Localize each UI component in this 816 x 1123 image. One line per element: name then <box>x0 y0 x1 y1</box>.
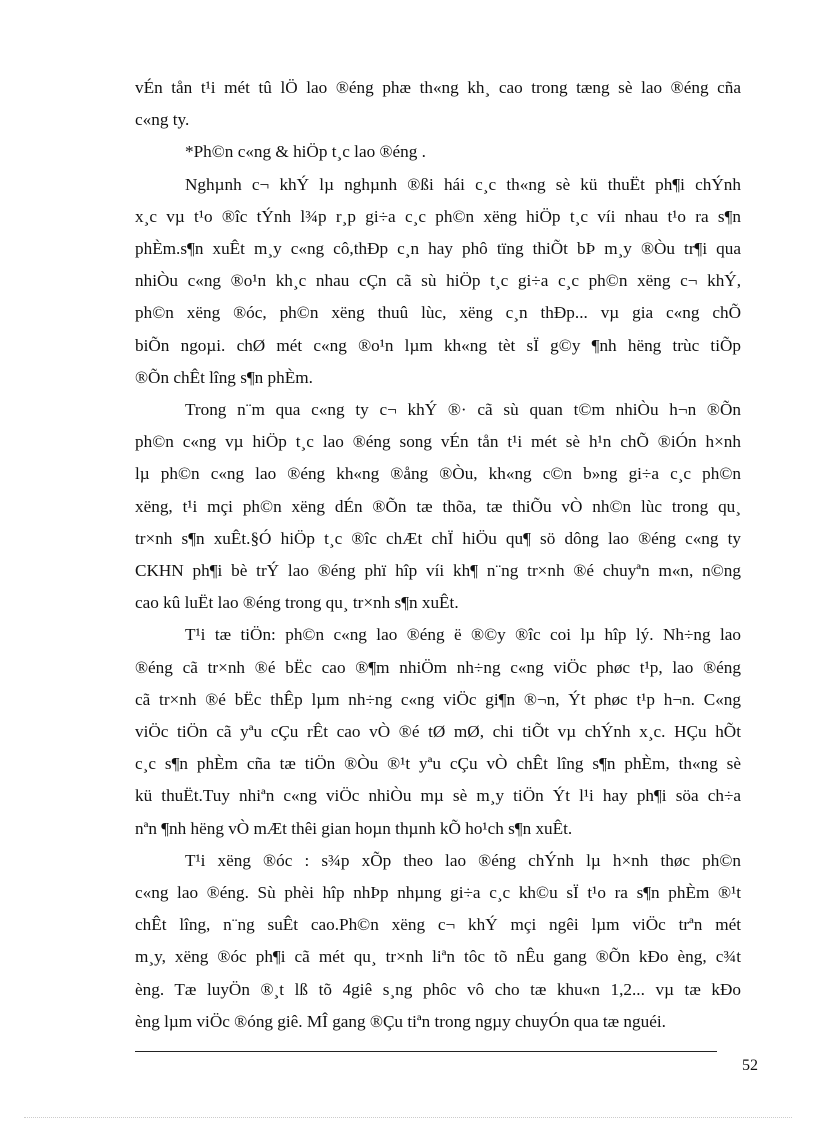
paragraph-line: ph©n c«ng vµ hiÖp t¸c lao ®éng song vÉn tån t¹i mét sè h¹n chÕ ®iÓn h×nh <box>135 432 741 452</box>
paragraph-line: phÈm.s¶n xuÊt m¸y c«ng cô,thÐp c¸n hay phô tïng thiÕt bÞ m¸y ®Òu tr¶i qua <box>135 239 741 259</box>
paragraph-line: CKHN ph¶i bè trÝ lao ®éng phï hîp víi kh¶ n¨ng tr×nh ®é chuyªn m«n, n©ng <box>135 561 741 581</box>
footer-rule <box>135 1051 717 1052</box>
paragraph-line: cao kû luËt lao ®éng trong qu¸ tr×nh s¶n xuÊt. <box>135 593 459 613</box>
paragraph-line: nªn ¶nh hëng vÒ mÆt thêi gian hoµn thµnh kÕ ho¹ch s¶n xuÊt. <box>135 818 573 838</box>
paragraph-line: tr×nh s¶n xuÊt.§Ó hiÖp t¸c ®îc chÆt chÏ hiÖu qu¶ sö dông lao ®éng c«ng ty <box>135 528 741 548</box>
paragraph-line: c«ng lao ®éng. Sù phèi hîp nhÞp nhµng gi÷a c¸c kh©u sÏ t¹o ra s¶n phÈm ®¹t <box>135 883 741 903</box>
paragraph-line: kü thuËt.Tuy nhiªn c«ng viÖc nhiÒu mµ sè m¸y tiÖn Ýt l¹i hay ph¶i söa ch÷a <box>135 786 741 806</box>
paragraph-line: Trong n¨m qua c«ng ty c¬ khÝ ®· cã sù quan t©m nhiÒu h¬n ®Õn <box>185 400 741 420</box>
paragraph <box>135 619 741 844</box>
page-bottom-border <box>24 1117 792 1118</box>
paragraph-line: viÖc tiÖn cã yªu cÇu rÊt cao vÒ ®é tØ mØ, chi tiÕt vµ chÝnh x¸c. HÇu hÕt <box>135 722 741 742</box>
paragraph-line: lµ ph©n c«ng lao ®éng kh«ng ®ång ®Òu, kh«ng c©n b»ng gi÷a c¸c ph©n <box>135 464 741 484</box>
paragraph-line: m¸y, xëng ®óc ph¶i cã mét qu¸ tr×nh liªn tôc tõ nÊu gang ®Õn kÐo èng, c¾t <box>135 947 741 967</box>
paragraph-line: c«ng ty. <box>135 110 190 130</box>
paragraph-line: xëng, t¹i mçi ph©n xëng dÉn ®Õn tæ thõa, tæ thiÕu vÒ nh©n lùc trong qu¸ <box>135 496 741 516</box>
paragraph-line: c¸c s¶n phÈm cña tæ tiÖn ®Òu ®¹t yªu cÇu vÒ chÊt lîng s¶n phÈm, th«ng sè <box>135 754 741 774</box>
paragraph-line: vÉn tån t¹i mét tû lÖ lao ®éng phæ th«ng kh¸ cao trong tæng sè lao ®éng cña <box>135 78 741 97</box>
paragraph-line: èng. Tæ luyÖn ®¸t lß tõ 4giê s¸ng phôc vô cho tæ khu«n 1,2... vµ tæ kÐo <box>135 979 741 999</box>
paragraph-line: T¹i xëng ®óc : s¾p xÕp theo lao ®éng chÝnh lµ h×nh thøc ph©n <box>185 850 741 870</box>
paragraph-line: èng lµm viÖc ®óng giê. MÎ gang ®Çu tiªn trong ngµy chuyÓn qua tæ nguéi. <box>135 1011 666 1031</box>
paragraph-line: chÊt lîng, n¨ng suÊt cao.Ph©n xëng c¬ khÝ mçi ngêi lµm viÖc trªn mét <box>135 915 741 935</box>
paragraph-line: Nghµnh c¬ khÝ lµ nghµnh ®ßi hái c¸c th«ng sè kü thuËt ph¶i chÝnh <box>185 174 741 194</box>
paragraph <box>135 394 741 619</box>
paragraph <box>135 72 741 136</box>
paragraph <box>135 136 741 168</box>
paragraph-line: T¹i tæ tiÖn: ph©n c«ng lao ®éng ë ®©y ®îc coi lµ hîp lý. Nh÷ng lao <box>185 625 741 645</box>
paragraph-line: biÕn ngoµi. chØ mét c«ng ®o¹n lµm kh«ng tèt sÏ g©y ¶nh hëng trùc tiÕp <box>135 335 741 355</box>
paragraph-line: cã tr×nh ®é bËc thÊp lµm nh÷ng c«ng viÖc gi¶n ®¬n, Ýt phøc t¹p h¬n. C«ng <box>135 689 741 709</box>
page-number: 52 <box>742 1057 758 1074</box>
paragraph-line: ph©n xëng ®óc, ph©n xëng thuû lùc, xëng c¸n thÐp... vµ gia c«ng chÕ <box>135 303 741 323</box>
paragraph-line: *Ph©n c«ng & hiÖp t¸c lao ®éng . <box>185 142 426 162</box>
paragraph <box>135 169 741 394</box>
paragraph <box>135 845 741 1038</box>
paragraph-line: x¸c vµ t¹o ®îc tÝnh l¾p r¸p gi÷a c¸c ph©n xëng hiÖp t¸c víi nhau t¹o ra s¶n <box>135 206 741 226</box>
paragraph-line: ®éng cã tr×nh ®é bËc cao ®¶m nhiÖm nh÷ng c«ng viÖc phøc t¹p, lao ®éng <box>135 657 741 677</box>
body-text <box>135 72 741 1038</box>
paragraph-line: ®Õn chÊt lîng s¶n phÈm. <box>135 367 313 387</box>
paragraph-line: nhiÒu c«ng ®o¹n kh¸c nhau cÇn cã sù hiÖp t¸c gi÷a c¸c ph©n xëng c¬ khÝ, <box>135 271 741 291</box>
